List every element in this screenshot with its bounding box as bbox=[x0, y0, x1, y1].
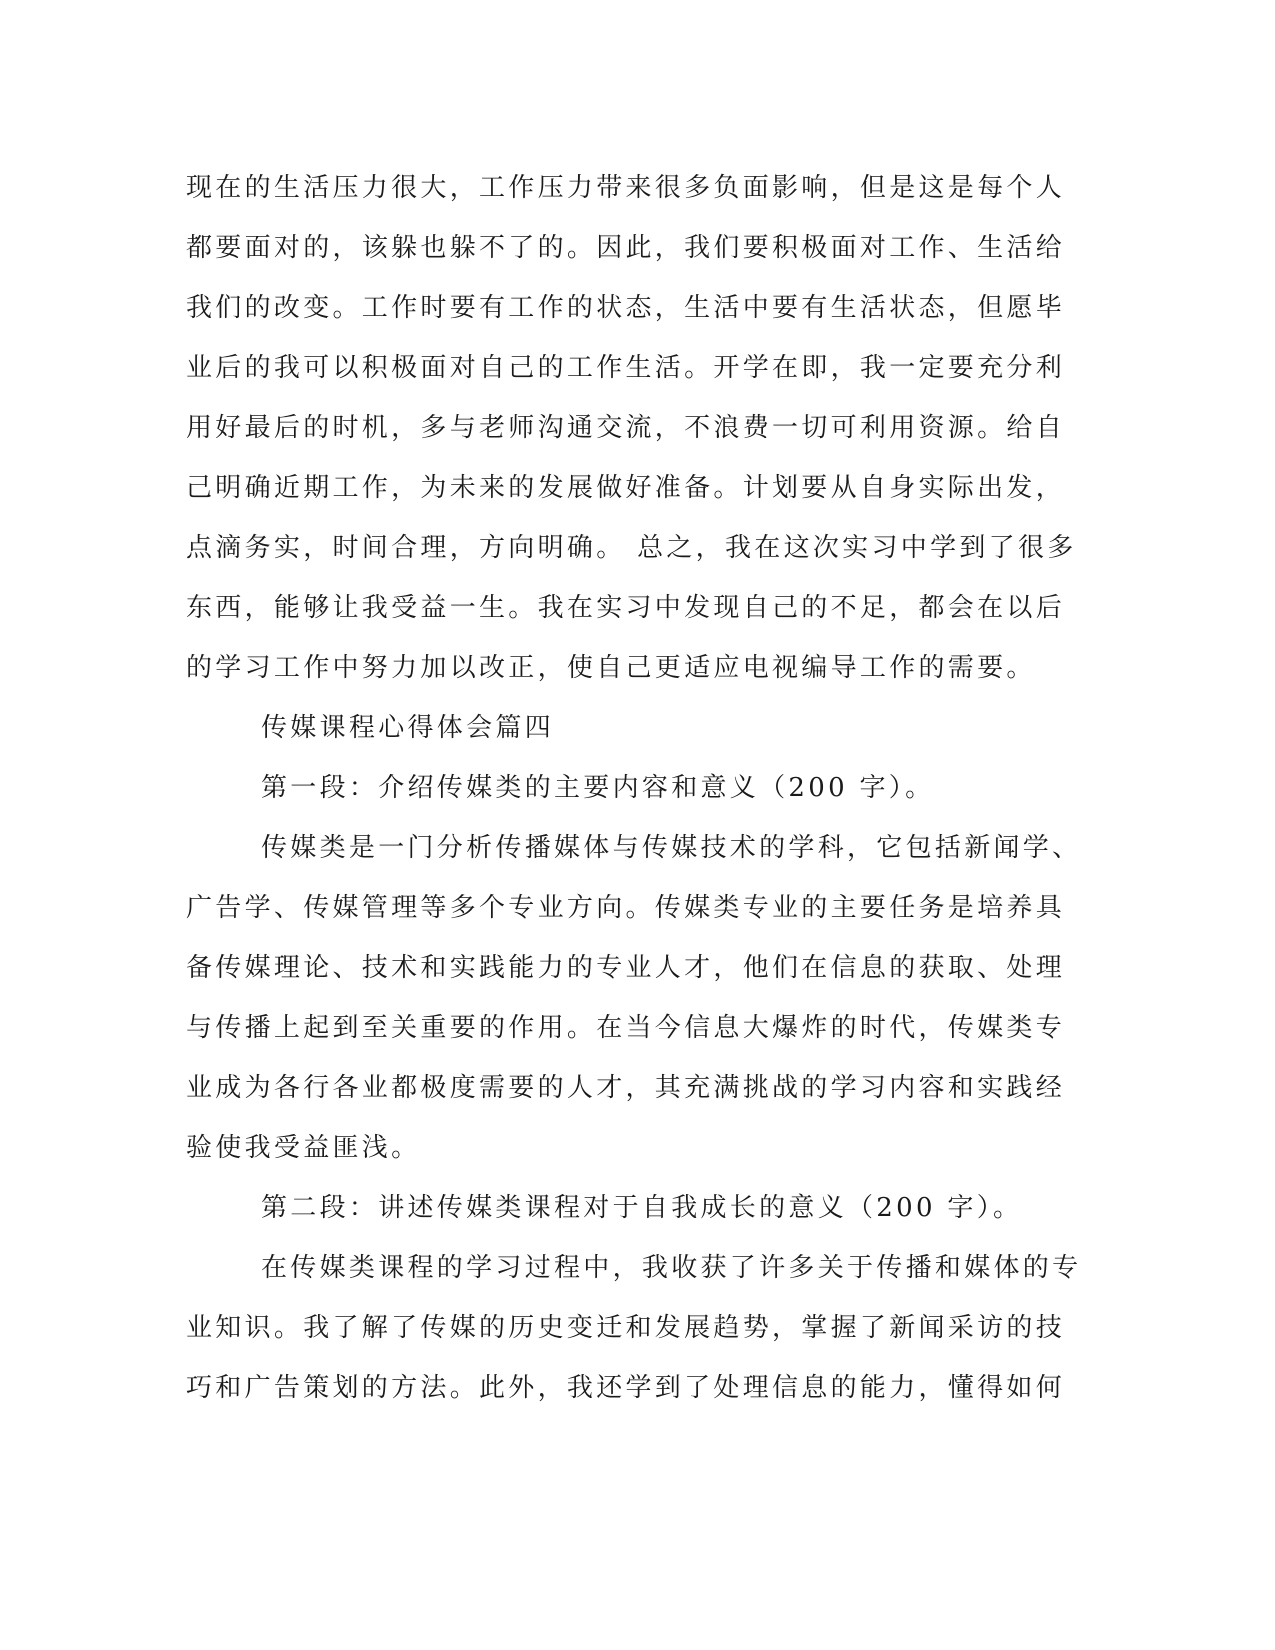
text-line: 己明确近期工作，为未来的发展做好准备。计划要从自身实际出发， bbox=[186, 473, 1066, 503]
text-line: 传媒课程心得体会篇四 bbox=[261, 713, 555, 743]
text-line: 我们的改变。工作时要有工作的状态，生活中要有生活状态，但愿毕 bbox=[186, 293, 1066, 323]
text-line: 业知识。我了解了传媒的历史变迁和发展趋势，掌握了新闻采访的技 bbox=[186, 1313, 1066, 1343]
text-line: 与传播上起到至关重要的作用。在当今信息大爆炸的时代，传媒类专 bbox=[186, 1013, 1066, 1043]
text-line: 东西，能够让我受益一生。我在实习中发现自己的不足，都会在以后 bbox=[186, 593, 1066, 623]
text-line: 现在的生活压力很大，工作压力带来很多负面影响，但是这是每个人 bbox=[186, 173, 1066, 203]
text-line: 传媒类是一门分析传播媒体与传媒技术的学科，它包括新闻学、 bbox=[261, 833, 1082, 863]
text-line: 第二段：讲述传媒类课程对于自我成长的意义（200 字）。 bbox=[261, 1193, 1023, 1223]
text-line: 用好最后的时机，多与老师沟通交流，不浪费一切可利用资源。给自 bbox=[186, 413, 1066, 443]
text-line: 业后的我可以积极面对自己的工作生活。开学在即，我一定要充分利 bbox=[186, 353, 1066, 383]
text-line: 点滴务实，时间合理，方向明确。 总之，我在这次实习中学到了很多 bbox=[186, 533, 1077, 563]
text-line: 备传媒理论、技术和实践能力的专业人才，他们在信息的获取、处理 bbox=[186, 953, 1066, 983]
text-line: 都要面对的，该躲也躲不了的。因此，我们要积极面对工作、生活给 bbox=[186, 233, 1066, 263]
text-line: 的学习工作中努力加以改正，使自己更适应电视编导工作的需要。 bbox=[186, 653, 1036, 683]
text-line: 巧和广告策划的方法。此外，我还学到了处理信息的能力，懂得如何 bbox=[186, 1373, 1066, 1403]
text-line: 广告学、传媒管理等多个专业方向。传媒类专业的主要任务是培养具 bbox=[186, 893, 1066, 923]
text-line: 第一段：介绍传媒类的主要内容和意义（200 字）。 bbox=[261, 773, 935, 803]
text-line: 验使我受益匪浅。 bbox=[186, 1133, 421, 1163]
body-text bbox=[186, 158, 1082, 1418]
text-line: 业成为各行各业都极度需要的人才，其充满挑战的学习内容和实践经 bbox=[186, 1073, 1066, 1103]
text-line: 在传媒类课程的学习过程中，我收获了许多关于传播和媒体的专 bbox=[261, 1253, 1082, 1283]
